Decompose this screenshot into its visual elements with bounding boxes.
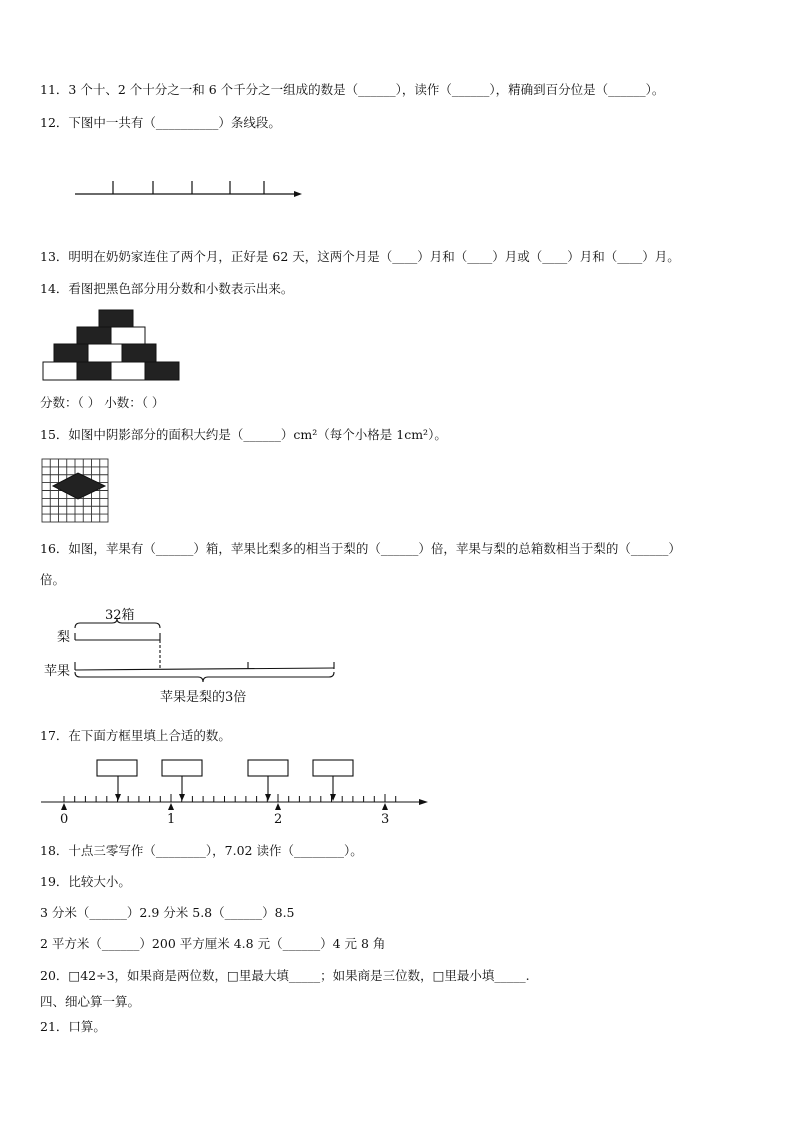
question-12: 12．下图中一共有（__________）条线段。 xyxy=(40,115,281,130)
question-18: 18．十点三零写作（________），7.02 读作（________）。 xyxy=(40,843,363,858)
bar-model-figure xyxy=(70,618,340,688)
question-21: 21．口算。 xyxy=(40,1019,106,1034)
question-20: 20．□42÷3，如果商是两位数，□里最大填_____；如果商是三位数，□里最小填_____. xyxy=(40,968,530,983)
brick-pyramid-figure xyxy=(42,308,182,383)
question-14: 14．看图把黑色部分用分数和小数表示出来。 xyxy=(40,281,294,296)
grid-figure xyxy=(41,458,111,524)
question-14-answer: 分数：（ ） 小数：（ ） xyxy=(40,395,165,410)
tick-label-1: 1 xyxy=(167,812,176,827)
line-segment-figure xyxy=(70,178,310,202)
question-11: 11．3 个十、2 个十分之一和 6 个千分之一组成的数是（______），读作（______），精确到百分位是（______）。 xyxy=(40,82,665,97)
question-19-line2: 2 平方米（______）200 平方厘米 4.8 元（______）4 元 8 角 xyxy=(40,936,386,951)
label-pear: 梨 xyxy=(57,630,71,645)
question-15: 15．如图中阴影部分的面积大约是（______）cm²（每个小格是 1cm²）。 xyxy=(40,427,447,442)
question-16-cont: 倍。 xyxy=(40,572,66,587)
number-line-figure xyxy=(38,758,433,820)
question-17: 17．在下面方框里填上合适的数。 xyxy=(40,728,231,743)
tick-label-3: 3 xyxy=(381,812,390,827)
label-apple: 苹果 xyxy=(44,664,71,679)
section-4-heading: 四、细心算一算。 xyxy=(40,994,141,1009)
question-16: 16．如图，苹果有（______）箱，苹果比梨多的相当于梨的（______）倍，苹果与梨的总箱数相当于梨的（______） xyxy=(40,541,681,556)
tick-label-2: 2 xyxy=(274,812,283,827)
question-19-line1: 3 分米（______）2.9 分米 5.8（______）8.5 xyxy=(40,905,295,920)
question-13: 13．明明在奶奶家连住了两个月，正好是 62 天，这两个月是（____）月和（____）月或（____）月和（____）月。 xyxy=(40,249,680,264)
tick-label-0: 0 xyxy=(60,812,69,827)
label-32-boxes: 32箱 xyxy=(105,608,135,623)
question-19: 19．比较大小。 xyxy=(40,874,131,889)
label-apple-times-pear: 苹果是梨的3倍 xyxy=(160,690,247,705)
